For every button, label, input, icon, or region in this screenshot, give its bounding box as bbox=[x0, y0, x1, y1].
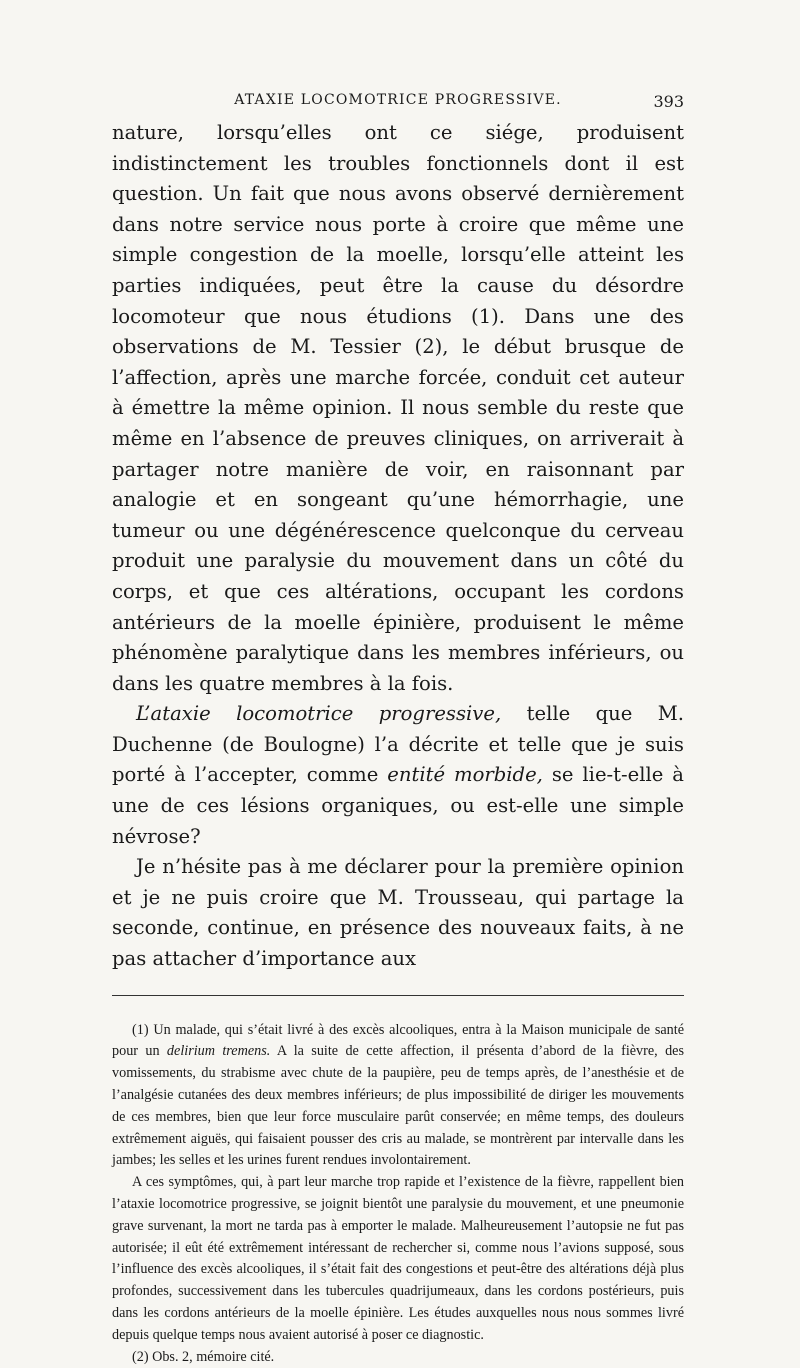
footnote-1 bbox=[112, 1020, 684, 1173]
italic-term-delirium: delirium tremens. bbox=[166, 1043, 271, 1060]
main-text bbox=[112, 118, 684, 975]
footnote-1-part-b: A la suite de cette affection, il présenta d’abord de la fièvre, des vomissements, du strabisme avec chute de la paupière, peu de temps après, de l’anesthésie et de l’analgésie cutanées des deux membres inférieurs; de plus impossibilité de diriger les mouvements de ces membres, bien que leur force musculaire parût conservée; en même temps, des douleurs extrêmement aiguës, qui faisaient pousser des cris au malade, se montrèrent par intervalle dans les jambes; les selles et les urines furent rendues involontairement. bbox=[112, 1043, 684, 1169]
paragraph-1: nature, lorsqu’elles ont ce siége, produisent indistinctement les troubles fonctionnels dont il est question. Un fait que nous avons observé dernièrement dans notre service nous porte à croire que même une simple congestion de la moelle, lorsqu’elle atteint les parties indiquées, peut être la cause du désordre locomoteur que nous étudions (1). Dans une des observations de M. Tessier (2), le début brusque de l’affection, après une marche forcée, conduit cet auteur à émettre la même opinion. Il nous semble du reste que même en l’absence de preuves cliniques, on arriverait à partager notre manière de voir, en raisonnant par analogie et en songeant qu’une hémorrhagie, une tumeur ou une dégénérescence quelconque du cerveau produit une paralysie du mouvement dans un côté du corps, et que ces altérations, occupant les cordons antérieurs de la moelle épinière, produisent le même phénomène paralytique dans les membres inférieurs, ou dans les quatre membres à la fois. bbox=[112, 121, 684, 695]
paragraph-3: Je n’hésite pas à me déclarer pour la première opinion et je ne puis croire que M. Trousseau, qui partage la seconde, continue, en présence des nouveaux faits, à ne pas attacher d’importance aux bbox=[112, 855, 684, 971]
footnote-2: (2) Obs. 2, mémoire cité. bbox=[132, 1348, 275, 1365]
paragraph-2 bbox=[112, 699, 684, 852]
footnotes bbox=[112, 1020, 684, 1368]
page-number: 393 bbox=[653, 92, 684, 111]
italic-term-entite: entité morbide, bbox=[387, 763, 543, 787]
paragraph-2-text-2: se lie-t-elle à une de ces lésions organiques, ou est-elle une simple névrose? bbox=[112, 763, 684, 848]
book-page bbox=[112, 92, 684, 1368]
running-header bbox=[112, 92, 684, 118]
footnote-1-part-a: (1) Un malade, qui s’était livré à des excès alcooliques, entra à la Maison municipale de santé pour un bbox=[112, 1021, 684, 1060]
footnote-divider bbox=[112, 995, 684, 996]
paragraph-2-text-1: telle que M. Duchenne (de Boulogne) l’a décrite et telle que je suis porté à l’accepter, comme bbox=[112, 702, 684, 787]
italic-term-ataxie: L’ataxie locomotrice progressive, bbox=[136, 702, 502, 726]
footnote-1-continued: A ces symptômes, qui, à part leur marche trop rapide et l’existence de la fièvre, rappellent bien l’ataxie locomotrice progressive, se joignit bientôt une paralysie du mouvement, et une pneumonie grave survenant, la mort ne tarda pas à emporter le malade. Malheureusement l’autopsie ne fut pas autorisée; il eût été extrêmement intéressant de rechercher si, comme nous l’avions supposé, sous l’influence des excès alcooliques, il s’était fait des congestions et peut-être des altérations déjà plus profondes, successivement dans les tubercules quadrijumeaux, dans les cordons postérieurs, puis dans les cordons antérieurs de la moelle épinière. Les études auxquelles nous nous sommes livré depuis quelque temps nous avaient autorisé à poser ce diagnostic. bbox=[112, 1174, 684, 1343]
running-title: ATAXIE LOCOMOTRICE PROGRESSIVE. bbox=[234, 92, 562, 108]
